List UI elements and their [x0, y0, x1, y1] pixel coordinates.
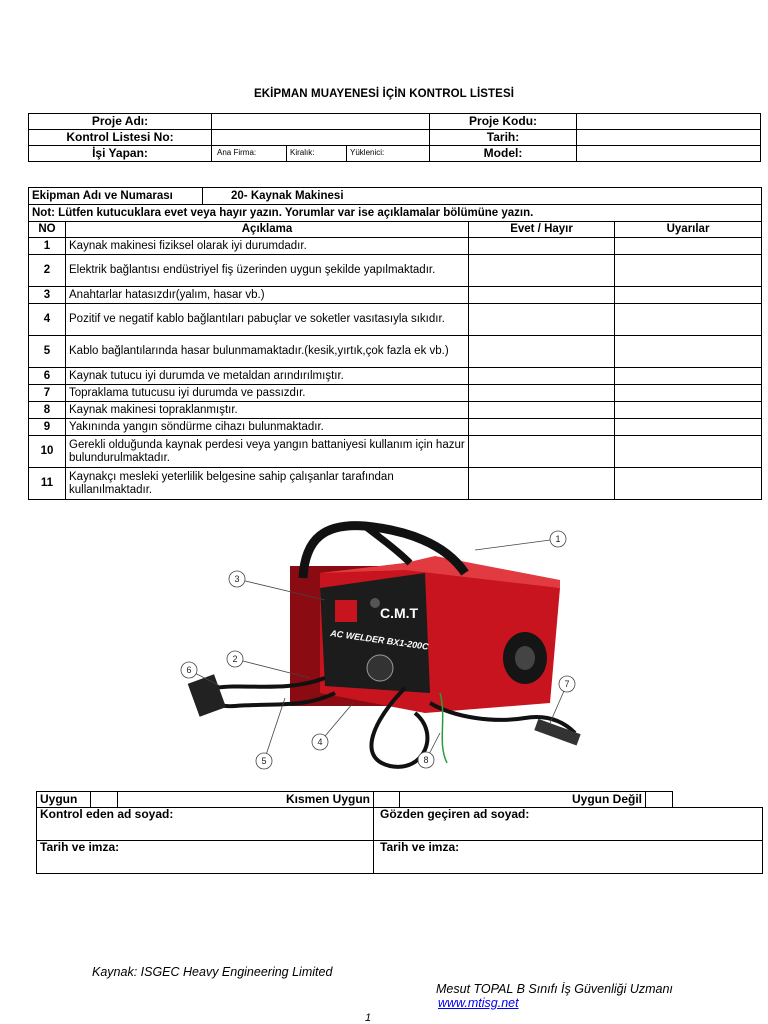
not-suitable-label: Uygun Değil: [400, 792, 646, 808]
item-yes-no-cell[interactable]: [469, 287, 615, 304]
instructions-note: Not: Lütfen kutucuklara evet veya hayır yazın. Yorumlar var ise açıklamalar bölümüne yazın.: [29, 205, 762, 222]
item-yes-no-cell[interactable]: [469, 468, 615, 500]
item-number: 3: [29, 287, 66, 304]
page-number: 1: [365, 1012, 372, 1024]
item-warnings-cell[interactable]: [615, 419, 762, 436]
adjustment-knob: [367, 655, 393, 681]
callout-number: 7: [564, 679, 570, 689]
callout-number: 6: [186, 665, 192, 675]
checklist-row: [29, 304, 762, 336]
brand-label: C.M.T: [380, 605, 419, 621]
item-number: 2: [29, 255, 66, 287]
item-warnings-cell[interactable]: [615, 385, 762, 402]
item-number: 1: [29, 238, 66, 255]
project-code-label: Proje Kodu:: [430, 114, 577, 130]
source-credit: Kaynak: ISGEC Heavy Engineering Limited: [92, 965, 333, 979]
project-header-table: [28, 113, 761, 162]
project-name-field[interactable]: [212, 114, 430, 130]
item-warnings-cell[interactable]: [615, 468, 762, 500]
item-yes-no-cell[interactable]: [469, 238, 615, 255]
item-number: 8: [29, 402, 66, 419]
website-link[interactable]: www.mtisg.net: [438, 996, 519, 1010]
performed-by-label: İşi Yapan:: [29, 146, 212, 162]
item-number: 4: [29, 304, 66, 336]
item-number: 7: [29, 385, 66, 402]
item-yes-no-cell[interactable]: [469, 385, 615, 402]
indicator-light: [370, 598, 380, 608]
switch-panel: [335, 600, 357, 622]
equipment-value: 20- Kaynak Makinesi: [203, 188, 762, 205]
welding-machine-photo: [175, 518, 595, 780]
callout-leader-line: [264, 698, 285, 761]
item-description: Kaynak makinesi fiziksel olarak iyi durumdadır.: [66, 238, 469, 255]
checklist-row: [29, 368, 762, 385]
callout-number: 8: [423, 755, 429, 765]
item-warnings-cell[interactable]: [615, 238, 762, 255]
checklist-row: [29, 336, 762, 368]
item-yes-no-cell[interactable]: [469, 436, 615, 468]
callout-number: 2: [232, 654, 238, 664]
item-description: Kablo bağlantılarında hasar bulunmamaktadır.(kesik,yırtık,çok fazla ek vb.): [66, 336, 469, 368]
item-number: 11: [29, 468, 66, 500]
checklist-row: [29, 238, 762, 255]
inspector-date-signature-field[interactable]: Tarih ve imza:: [37, 841, 374, 874]
checklist-row: [29, 287, 762, 304]
checklist-table: [28, 187, 762, 500]
col-header-description: Açıklama: [66, 222, 469, 238]
callout-leader-line: [475, 539, 558, 550]
checklist-no-label: Kontrol Listesi No:: [29, 130, 212, 146]
partially-suitable-label: Kısmen Uygun: [118, 792, 374, 808]
author-credit: Mesut TOPAL B Sınıfı İş Güvenliği Uzmanı: [436, 982, 673, 996]
model-label: AC WELDER BX1-200C: [329, 628, 430, 652]
item-description: Yakınında yangın söndürme cihazı bulunmaktadır.: [66, 419, 469, 436]
item-number: 5: [29, 336, 66, 368]
project-code-field[interactable]: [577, 114, 761, 130]
item-yes-no-cell[interactable]: [469, 368, 615, 385]
suitable-checkbox[interactable]: [91, 792, 118, 808]
item-yes-no-cell[interactable]: [469, 304, 615, 336]
item-number: 6: [29, 368, 66, 385]
item-description: Elektrik bağlantısı endüstriyel fiş üzerinden uygun şekilde yapılmaktadır.: [66, 255, 469, 287]
page-title: EKİPMAN MUAYENESİ İÇİN KONTROL LİSTESİ: [253, 88, 515, 100]
not-suitable-checkbox[interactable]: [646, 792, 673, 808]
model-label: Model:: [430, 146, 577, 162]
callout-number: 5: [261, 756, 267, 766]
item-yes-no-cell[interactable]: [469, 419, 615, 436]
callout-number: 1: [555, 534, 561, 544]
item-warnings-cell[interactable]: [615, 255, 762, 287]
checklist-row: [29, 402, 762, 419]
item-description: Pozitif ve negatif kablo bağlantıları pabuçlar ve soketler vasıtasıyla sıkıdır.: [66, 304, 469, 336]
callout-number: 4: [317, 737, 323, 747]
item-warnings-cell[interactable]: [615, 368, 762, 385]
checklist-row: [29, 436, 762, 468]
evaluation-table: [36, 791, 763, 874]
item-warnings-cell[interactable]: [615, 336, 762, 368]
checklist-row: [29, 385, 762, 402]
welding-machine-body: [290, 526, 560, 713]
checklist-row: [29, 419, 762, 436]
rented-cell[interactable]: Kiralık:: [287, 146, 347, 162]
electrode-holder: [188, 674, 226, 716]
checklist-row: [29, 468, 762, 500]
main-company-cell[interactable]: Ana Firma:: [212, 146, 287, 162]
item-description: Kaynak tutucu iyi durumda ve metaldan arındırılmıştır.: [66, 368, 469, 385]
item-description: Kaynak makinesi topraklanmıştır.: [66, 402, 469, 419]
item-warnings-cell[interactable]: [615, 402, 762, 419]
callout-number: 3: [234, 574, 240, 584]
contractor-cell[interactable]: Yüklenici:: [347, 146, 430, 162]
project-name-label: Proje Adı:: [29, 114, 212, 130]
item-yes-no-cell[interactable]: [469, 336, 615, 368]
item-warnings-cell[interactable]: [615, 287, 762, 304]
item-number: 10: [29, 436, 66, 468]
col-header-warnings: Uyarılar: [615, 222, 762, 238]
item-description: Anahtarlar hatasızdır(yalım, hasar vb.): [66, 287, 469, 304]
suitable-label: Uygun: [37, 792, 91, 808]
col-header-yes-no: Evet / Hayır: [469, 222, 615, 238]
date-field[interactable]: [577, 130, 761, 146]
item-warnings-cell[interactable]: [615, 304, 762, 336]
item-warnings-cell[interactable]: [615, 436, 762, 468]
item-yes-no-cell[interactable]: [469, 402, 615, 419]
item-description: Kaynakçı mesleki yeterlilik belgesine sahip çalışanlar tarafından kullanılmaktadır.: [66, 468, 469, 500]
wheel-hub: [515, 646, 535, 670]
inspector-name-field[interactable]: Kontrol eden ad soyad:: [37, 808, 374, 841]
col-header-no: NO: [29, 222, 66, 238]
footer-spacer: [673, 792, 763, 808]
item-description: Topraklama tutucusu iyi durumda ve passızdır.: [66, 385, 469, 402]
reviewer-date-signature-field[interactable]: Tarih ve imza:: [374, 841, 763, 874]
partially-suitable-checkbox[interactable]: [374, 792, 400, 808]
item-yes-no-cell[interactable]: [469, 255, 615, 287]
reviewer-name-field[interactable]: Gözden geçiren ad soyad:: [374, 808, 763, 841]
item-number: 9: [29, 419, 66, 436]
checklist-no-field[interactable]: [212, 130, 430, 146]
checklist-row: [29, 255, 762, 287]
item-description: Gerekli olduğunda kaynak perdesi veya yangın battaniyesi kullanım için hazur bulundurulmaktadır.: [66, 436, 469, 468]
model-field[interactable]: [577, 146, 761, 162]
equipment-label: Ekipman Adı ve Numarası: [29, 188, 203, 205]
date-label: Tarih:: [430, 130, 577, 146]
